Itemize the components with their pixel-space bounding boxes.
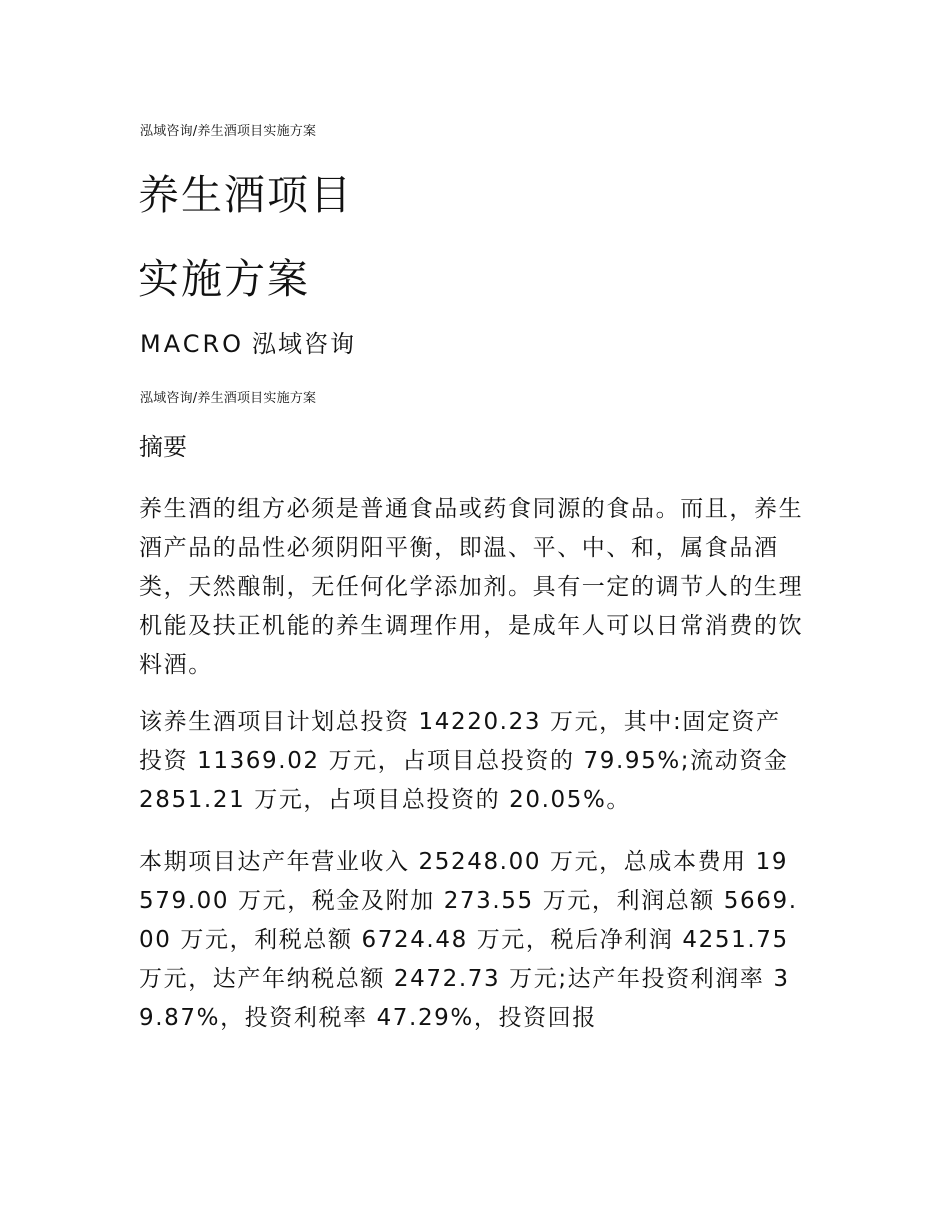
brand-chinese: 泓域咨询: [252, 330, 357, 358]
running-header: 泓域咨询/养生酒项目实施方案: [140, 124, 317, 139]
abstract-paragraph: 该养生酒项目计划总投资 14220.23 万元，其中:固定资产投资 11369.02 万元，占项目总投资的 79.95%;流动资金 2851.21 万元，占项目总投资的 20.05%。: [139, 709, 789, 813]
abstract-paragraph: 养生酒的组方必须是普通食品或药食同源的食品。而且，养生酒产品的品性必须阴阳平衡，即温、平、中、和，属食品酒类，天然酿制，无任何化学添加剂。具有一定的调节人的生理机能及扶正机能的养生调理作用，是成年人可以日常消费的饮料酒。: [139, 496, 804, 678]
running-header: 泓域咨询/养生酒项目实施方案: [140, 391, 317, 406]
document-title-line-2: 实施方案: [138, 255, 310, 303]
brand-line: [140, 332, 356, 356]
document-title-line-1: 养生酒项目: [138, 171, 353, 219]
abstract-paragraph: 本期项目达产年营业收入 25248.00 万元，总成本费用 19579.00 万元，税金及附加 273.55 万元，利润总额 5669.00 万元，利税总额 6724.48 万元，税后净利润 4251.75 万元，达产年纳税总额 2472.73 万元;达产年投资利润率 39.87%，投资利税率 47.29%，投资回报: [139, 849, 798, 1031]
brand-english: MACRO: [140, 330, 245, 358]
abstract-heading: 摘要: [139, 433, 187, 461]
